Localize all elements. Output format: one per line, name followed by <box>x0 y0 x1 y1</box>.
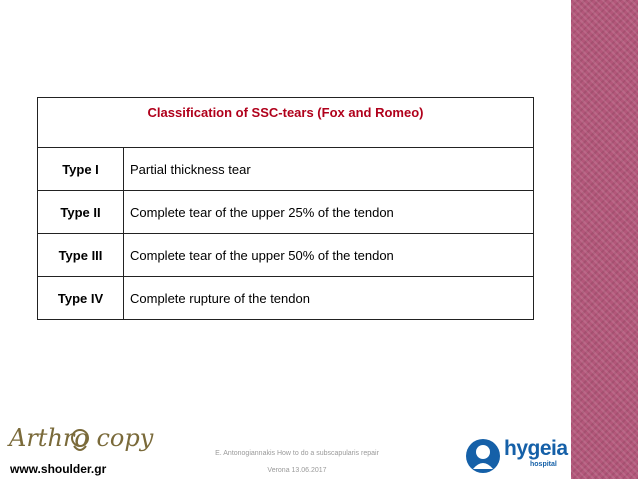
type-cell: Type I <box>38 148 124 191</box>
footer-date-line: Verona 13.06.2017 <box>267 467 327 474</box>
logo-text: Arthro copy <box>9 424 154 452</box>
type-cell: Type IV <box>38 277 124 320</box>
decorative-side-bar <box>571 0 638 479</box>
table-header-row <box>38 98 534 148</box>
description-cell: Partial thickness tear <box>124 148 534 191</box>
shoulder-joint-icon <box>69 428 91 454</box>
type-cell: Type II <box>38 191 124 234</box>
table-row <box>38 277 534 320</box>
website-link[interactable]: www.shoulder.gr <box>10 462 107 476</box>
hygeia-emblem-icon <box>466 439 500 473</box>
table-row <box>38 234 534 277</box>
footer-author-line: E. Antonogiannakis How to do a subscapularis repair <box>215 450 379 457</box>
hygeia-hospital-logo <box>466 437 568 475</box>
classification-table <box>37 97 534 320</box>
table-row <box>38 191 534 234</box>
description-cell: Complete tear of the upper 25% of the tendon <box>124 191 534 234</box>
type-cell: Type III <box>38 234 124 277</box>
description-cell: Complete rupture of the tendon <box>124 277 534 320</box>
table-title: Classification of SSC-tears (Fox and Romeo) <box>38 98 534 148</box>
arthroscopy-logo <box>9 424 153 464</box>
description-cell: Complete tear of the upper 50% of the tendon <box>124 234 534 277</box>
table-row <box>38 148 534 191</box>
hospital-subtitle: hospital <box>530 461 557 468</box>
hospital-name: hygeia <box>504 437 568 460</box>
